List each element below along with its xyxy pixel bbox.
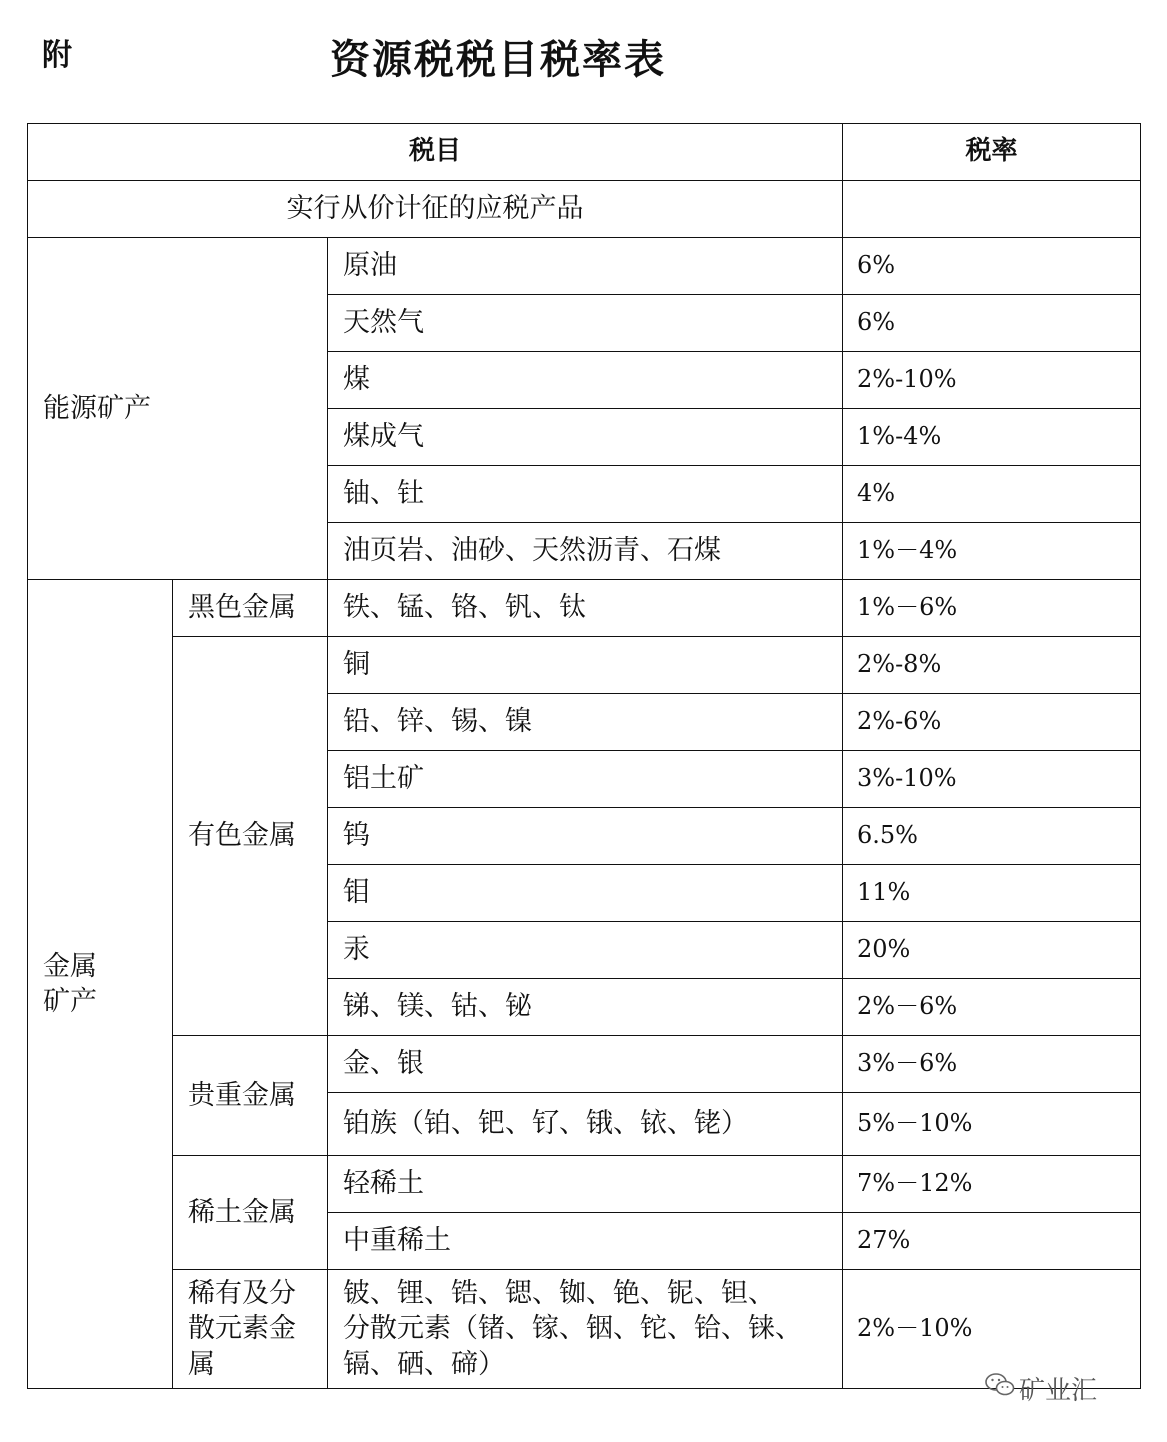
rate-cell: 3%－6%: [843, 1036, 1141, 1093]
rate-cell: 7%－12%: [843, 1156, 1141, 1213]
table-row: [28, 1270, 1141, 1389]
item-cell: 油页岩、油砂、天然沥青、石煤: [328, 523, 843, 580]
item-cell: 煤成气: [328, 409, 843, 466]
subcategory-label-line: 属: [188, 1348, 215, 1380]
table-row: [28, 1036, 1141, 1093]
item-cell: 原油: [328, 238, 843, 295]
rate-cell: 5%－10%: [843, 1093, 1141, 1156]
rate-cell: 2%-6%: [843, 694, 1141, 751]
subcategory-precious: 贵重金属: [173, 1036, 328, 1156]
tax-rate-table: [27, 123, 1141, 1389]
rate-cell: 1%-4%: [843, 409, 1141, 466]
item-cell: 中重稀土: [328, 1213, 843, 1270]
item-cell: 铅、锌、锡、镍: [328, 694, 843, 751]
rate-cell: 1%－4%: [843, 523, 1141, 580]
rate-cell: 6%: [843, 295, 1141, 352]
rate-cell: 3%-10%: [843, 751, 1141, 808]
category-energy-minerals: 能源矿产: [28, 238, 328, 580]
watermark: [985, 1370, 1097, 1407]
subcategory-rare-earth: 稀土金属: [173, 1156, 328, 1270]
rate-cell: 2%-8%: [843, 637, 1141, 694]
column-header-item: 税目: [28, 124, 843, 181]
rate-cell: 4%: [843, 466, 1141, 523]
item-cell: 汞: [328, 922, 843, 979]
column-header-rate: 税率: [843, 124, 1141, 181]
table-header-row: [28, 124, 1141, 181]
rate-cell: 20%: [843, 922, 1141, 979]
item-cell: 铜: [328, 637, 843, 694]
rate-cell: 11%: [843, 865, 1141, 922]
rate-cell: 2%－6%: [843, 979, 1141, 1036]
watermark-text: 矿业汇: [1019, 1376, 1098, 1406]
item-line: 镉、硒、碲）: [343, 1348, 505, 1380]
rate-cell: 6%: [843, 238, 1141, 295]
item-cell: 铂族（铂、钯、钌、锇、铱、铑）: [328, 1093, 843, 1156]
item-cell: 煤: [328, 352, 843, 409]
category-metal-minerals: [28, 580, 173, 1389]
table-row: [28, 580, 1141, 637]
category-label-line: 金属: [43, 950, 97, 982]
rate-cell: [843, 181, 1141, 238]
item-cell: 天然气: [328, 295, 843, 352]
item-line: 铍、锂、锆、锶、铷、铯、铌、钽、: [343, 1278, 775, 1310]
subcategory-label-line: 稀有及分: [188, 1278, 296, 1310]
rate-cell: 6.5%: [843, 808, 1141, 865]
rate-cell: 2%－10%: [843, 1270, 1141, 1389]
item-cell: 铝土矿: [328, 751, 843, 808]
item-cell: 金、银: [328, 1036, 843, 1093]
attachment-label: 附: [42, 38, 72, 73]
table-row: [28, 238, 1141, 295]
table-row: [28, 637, 1141, 694]
item-cell: 钨: [328, 808, 843, 865]
subcategory-rare-dispersed: [173, 1270, 328, 1389]
category-label-line: 矿产: [43, 986, 97, 1017]
table-row: [28, 1156, 1141, 1213]
rate-cell: 1%－6%: [843, 580, 1141, 637]
wechat-icon: [985, 1372, 1015, 1405]
item-cell: 轻稀土: [328, 1156, 843, 1213]
subcategory-label-line: 散元素金: [188, 1313, 296, 1345]
subcategory-ferrous: 黑色金属: [173, 580, 328, 637]
rate-cell: 2%-10%: [843, 352, 1141, 409]
item-cell: 铀、钍: [328, 466, 843, 523]
item-cell: 铁、锰、铬、钒、钛: [328, 580, 843, 637]
item-cell: 锑、镁、钴、铋: [328, 979, 843, 1036]
item-line: 分散元素（锗、镓、铟、铊、铪、铼、: [343, 1313, 802, 1345]
item-cell: 钼: [328, 865, 843, 922]
ad-valorem-section-label: 实行从价计征的应税产品: [28, 181, 843, 238]
item-cell: [328, 1270, 843, 1389]
rate-cell: 27%: [843, 1213, 1141, 1270]
page-title: 资源税税目税率表: [330, 37, 666, 83]
section-row: [28, 181, 1141, 238]
subcategory-nonferrous: 有色金属: [173, 637, 328, 1036]
